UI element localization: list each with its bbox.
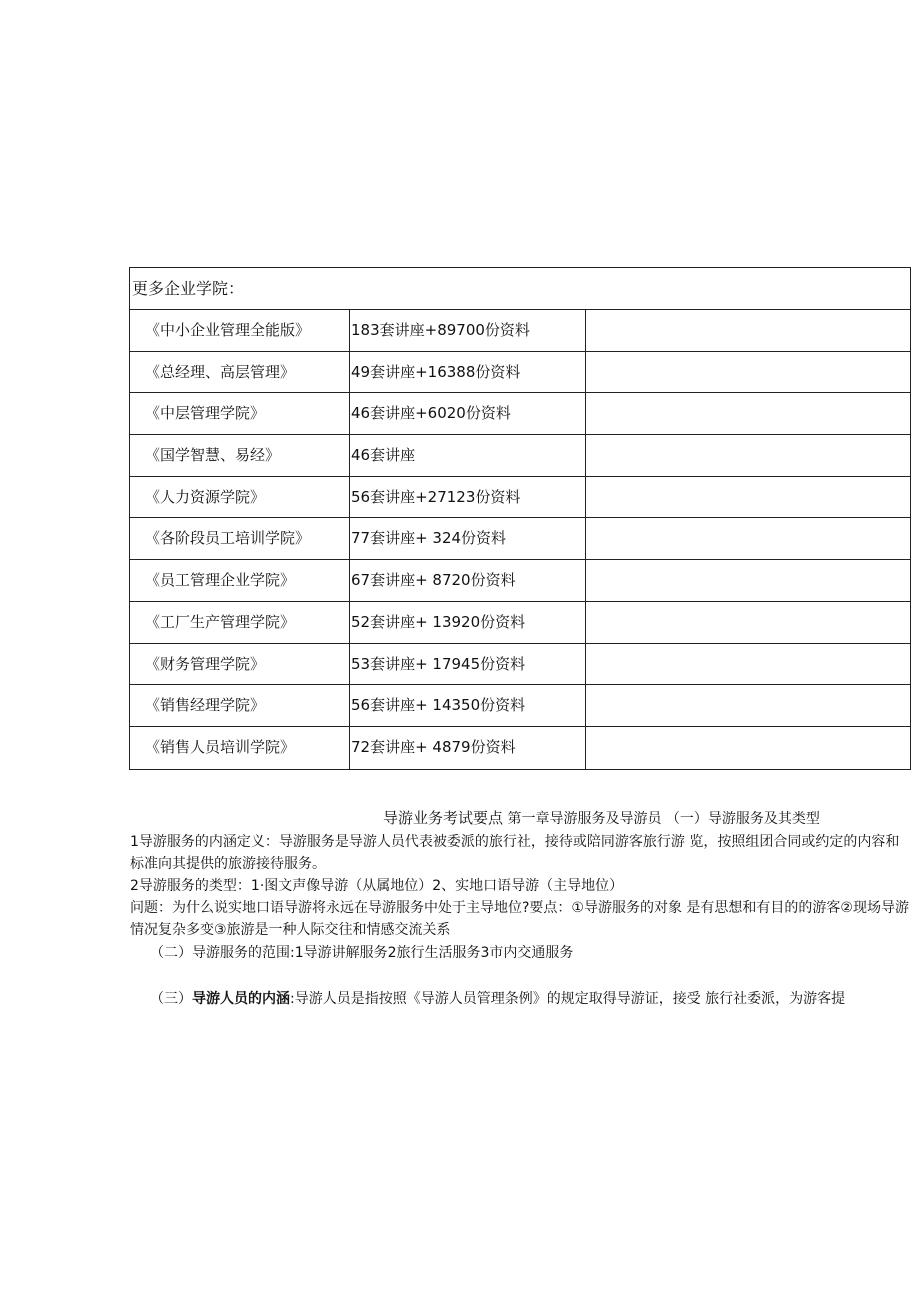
college-content-count: 53套讲座+ 17945份资料 [350, 644, 586, 685]
table-row [130, 310, 910, 352]
empty-cell [586, 310, 910, 351]
college-name: 《销售人员培训学院》 [130, 727, 350, 769]
table-header: 更多企业学院： [130, 268, 910, 310]
table-row [130, 644, 910, 686]
college-content-count: 72套讲座+ 4879份资料 [350, 727, 586, 769]
paragraph-guide-definition [130, 988, 912, 1010]
table-row [130, 727, 910, 769]
empty-cell [586, 644, 910, 685]
college-name: 《工厂生产管理学院》 [130, 602, 350, 643]
college-content-count: 49套讲座+16388份资料 [350, 352, 586, 393]
table-row [130, 518, 910, 560]
college-content-count: 56套讲座+ 14350份资料 [350, 685, 586, 726]
paragraph-service-scope: （二）导游服务的范围:1导游讲解服务2旅行生活服务3市内交通服务 [150, 945, 574, 961]
doc-title-line [130, 806, 912, 831]
paragraph-service-types: 2导游服务的类型：1·图文声像导游（从属地位）2、实地口语导游（主导地位） [130, 878, 624, 894]
college-name: 《销售经理学院》 [130, 685, 350, 726]
college-content-count: 52套讲座+ 13920份资料 [350, 602, 586, 643]
college-name: 《人力资源学院》 [130, 477, 350, 518]
empty-cell [586, 685, 910, 726]
document-body [130, 806, 912, 1010]
paragraph-question: 问题：为什么说实地口语导游将永远在导游服务中处于主导地位?要点：①导游服务的对象 是有思想和有目的的游客②现场导游情况复杂多变③旅游是一种人际交往和情感交流关系 [130, 900, 909, 938]
empty-cell [586, 560, 910, 601]
empty-cell [586, 477, 910, 518]
college-content-count: 77套讲座+ 324份资料 [350, 518, 586, 559]
table-row [130, 602, 910, 644]
table-row [130, 352, 910, 394]
college-content-count: 46套讲座+6020份资料 [350, 393, 586, 434]
college-name: 《员工管理企业学院》 [130, 560, 350, 601]
college-name: 《国学智慧、易经》 [130, 435, 350, 476]
college-name: 《中小企业管理全能版》 [130, 310, 350, 351]
guide-definition-prefix: （三） [150, 991, 192, 1007]
empty-cell [586, 518, 910, 559]
table-row [130, 435, 910, 477]
empty-cell [586, 393, 910, 434]
college-name: 《总经理、高层管理》 [130, 352, 350, 393]
empty-cell [586, 352, 910, 393]
college-name: 《财务管理学院》 [130, 644, 350, 685]
table-row [130, 393, 910, 435]
guide-definition-text: :导游人员是指按照《导游人员管理条例》的规定取得导游证，接受 旅行社委派，为游客提 [290, 991, 846, 1007]
college-name: 《中层管理学院》 [130, 393, 350, 434]
enterprise-college-table [129, 267, 911, 770]
table-row [130, 560, 910, 602]
empty-cell [586, 435, 910, 476]
guide-definition-heading: 导游人员的内涵 [192, 991, 290, 1007]
table-body [130, 310, 910, 769]
college-content-count: 46套讲座 [350, 435, 586, 476]
empty-cell [586, 602, 910, 643]
college-content-count: 183套讲座+89700份资料 [350, 310, 586, 351]
paragraph-service-definition: 1导游服务的内涵定义：导游服务是导游人员代表被委派的旅行社，接待或陪同游客旅行游 览，按照组团合同或约定的内容和标准向其提供的旅游接待服务。 [130, 834, 900, 872]
college-name: 《各阶段员工培训学院》 [130, 518, 350, 559]
college-content-count: 67套讲座+ 8720份资料 [350, 560, 586, 601]
college-content-count: 56套讲座+27123份资料 [350, 477, 586, 518]
table-row [130, 477, 910, 519]
doc-title: 导游业务考试要点 [383, 809, 504, 827]
empty-cell [586, 727, 910, 769]
table-row [130, 685, 910, 727]
doc-subtitle: 第一章导游服务及导游员 （一）导游服务及其类型 [507, 811, 820, 827]
